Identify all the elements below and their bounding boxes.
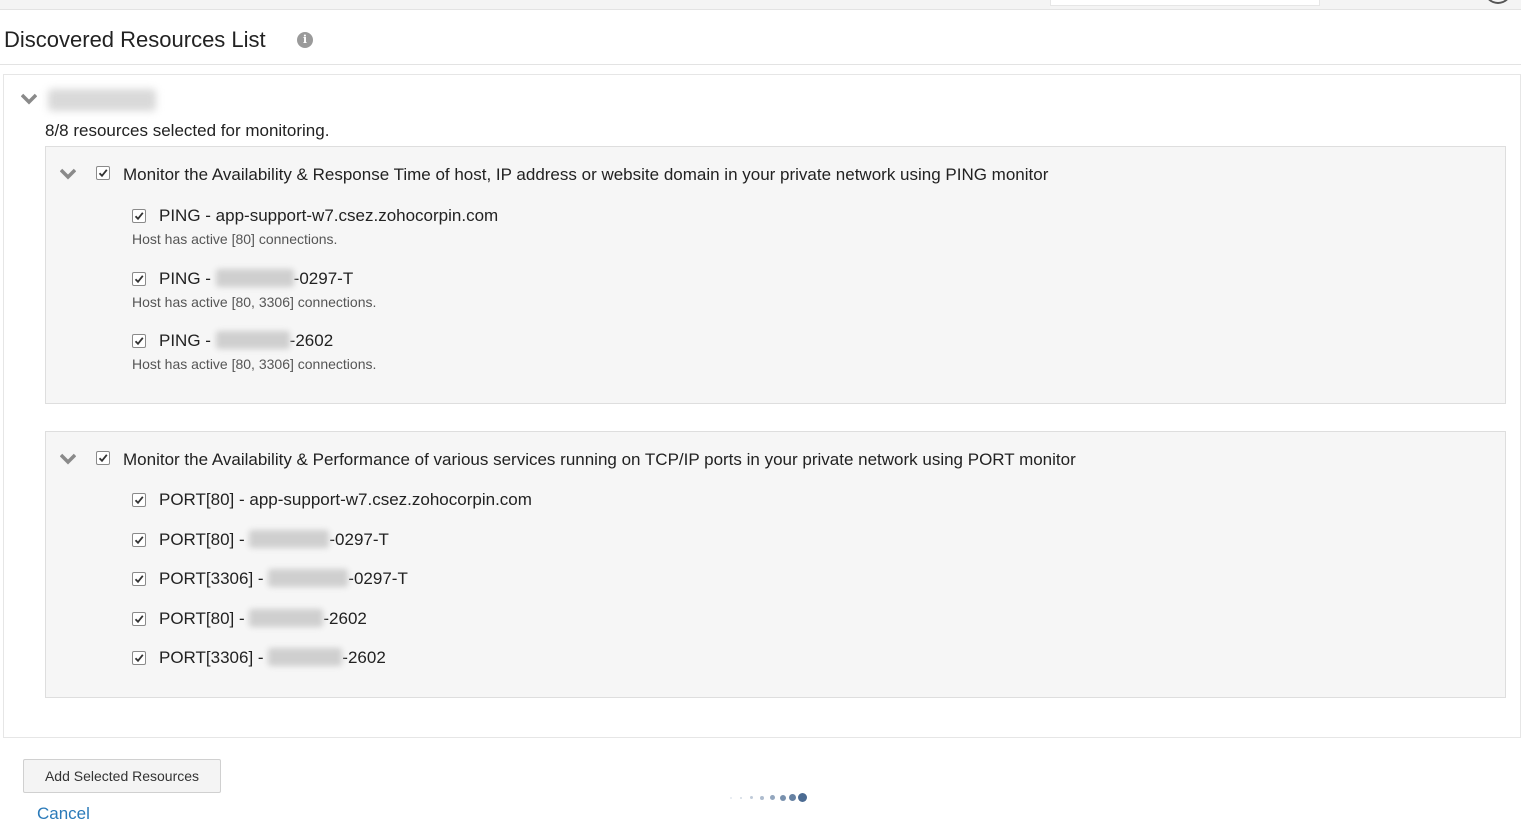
redacted-hostname: [216, 269, 294, 287]
port-item: [132, 648, 1432, 688]
redacted-hostname: [216, 331, 290, 349]
checkmark-icon: [98, 168, 108, 178]
ping-group-title: Monitor the Availability & Response Time of host, IP address or website domain in your private network using PING monitor: [123, 165, 1049, 184]
info-icon[interactable]: i: [297, 32, 313, 48]
port-item-label: PORT[80] - -0297-T: [159, 530, 389, 549]
port-item-checkbox[interactable]: [132, 533, 146, 547]
selection-summary: 8/8 resources selected for monitoring.: [45, 121, 330, 140]
ping-item-label: PING - app-support-w7.csez.zohocorpin.com: [159, 206, 499, 225]
global-search-input[interactable]: [1050, 0, 1320, 6]
ping-group-checkbox[interactable]: [96, 166, 110, 180]
port-group-title: Monitor the Availability & Performance of various services running on TCP/IP ports in your private network using PORT monitor: [123, 450, 1076, 469]
ping-item: [132, 331, 1432, 371]
ping-item-description: Host has active [80] connections.: [132, 231, 338, 247]
port-item: [132, 609, 1432, 649]
port-item-label: PORT[3306] - -0297-T: [159, 569, 408, 588]
ping-item-checkbox[interactable]: [132, 272, 146, 286]
add-selected-resources-button[interactable]: Add Selected Resources: [23, 759, 221, 793]
user-avatar-icon[interactable]: [1484, 0, 1512, 4]
redacted-hostname: [249, 609, 323, 627]
port-item-checkbox[interactable]: [132, 572, 146, 586]
ping-item-description: Host has active [80, 3306] connections.: [132, 356, 377, 372]
checkmark-icon: [134, 336, 144, 346]
host-collapse-chevron-icon[interactable]: [21, 93, 37, 105]
checkmark-icon: [134, 495, 144, 505]
port-item: [132, 530, 1432, 570]
port-item-label: PORT[80] - app-support-w7.csez.zohocorpin.com: [159, 490, 532, 509]
port-item-checkbox[interactable]: [132, 651, 146, 665]
page-header: [0, 10, 1521, 65]
cancel-link[interactable]: Cancel: [37, 804, 90, 823]
ping-item-label: PING - -2602: [159, 331, 334, 350]
port-item-checkbox[interactable]: [132, 493, 146, 507]
port-item: [132, 569, 1432, 609]
port-group-checkbox[interactable]: [96, 451, 110, 465]
port-item-checkbox[interactable]: [132, 612, 146, 626]
checkmark-icon: [134, 614, 144, 624]
checkmark-icon: [134, 211, 144, 221]
checkmark-icon: [134, 574, 144, 584]
port-group-collapse-chevron-icon[interactable]: [60, 453, 76, 465]
page-title: Discovered Resources List: [4, 27, 266, 52]
ping-item-checkbox[interactable]: [132, 209, 146, 223]
ping-item-label: PING - -0297-T: [159, 269, 354, 288]
ping-monitor-group: [45, 146, 1506, 404]
port-item-label: PORT[80] - -2602: [159, 609, 367, 628]
checkmark-icon: [98, 453, 108, 463]
checkmark-icon: [134, 653, 144, 663]
port-monitor-group: [45, 431, 1506, 698]
ping-item-checkbox[interactable]: [132, 334, 146, 348]
checkmark-icon: [134, 274, 144, 284]
host-name-redacted: [48, 89, 156, 111]
redacted-hostname: [268, 569, 348, 587]
ping-group-collapse-chevron-icon[interactable]: [60, 168, 76, 180]
top-bar: [0, 0, 1521, 10]
ping-item: [132, 269, 1432, 309]
port-item: [132, 490, 1432, 530]
ping-item-description: Host has active [80, 3306] connections.: [132, 294, 377, 310]
discovered-resources-panel: [3, 74, 1521, 738]
port-item-label: PORT[3306] - -2602: [159, 648, 386, 667]
redacted-hostname: [268, 648, 342, 666]
checkmark-icon: [134, 535, 144, 545]
redacted-hostname: [249, 530, 329, 548]
loading-spinner-icon: [730, 792, 810, 804]
ping-item: [132, 206, 1432, 246]
